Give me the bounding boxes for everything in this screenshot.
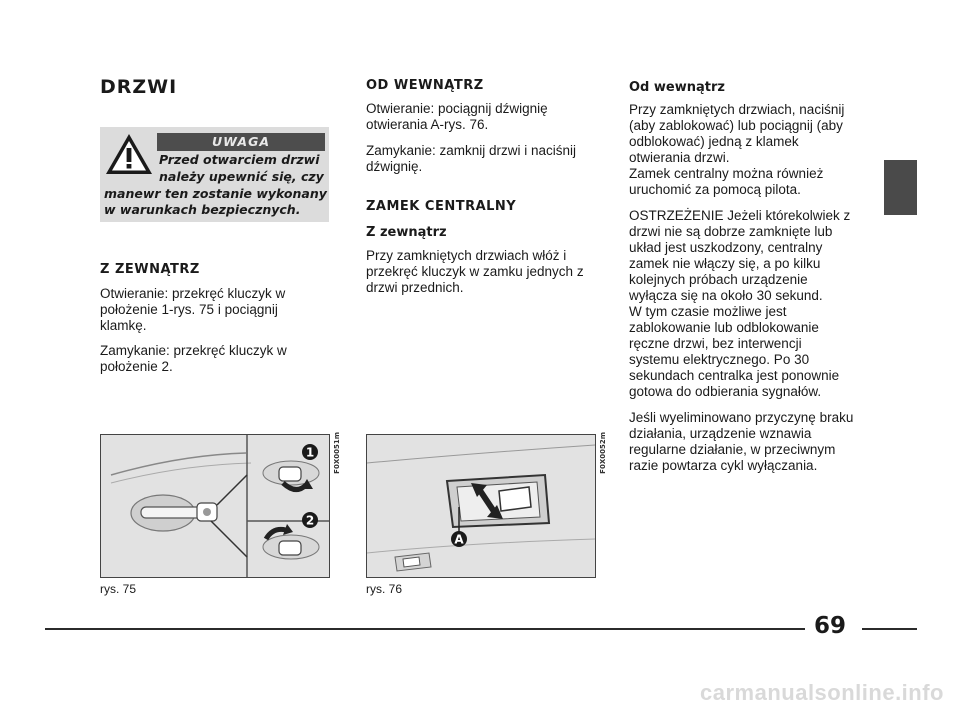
text-line: działania, urządzenie wznawia	[629, 426, 812, 441]
door-handle-illustration	[101, 435, 329, 577]
text-line: regularne działanie, w przeciwnym	[629, 442, 836, 457]
text-line: zablokowanie lub odblokowanie	[629, 320, 819, 335]
figure-76-door-lever-inside	[366, 434, 596, 578]
text-line: zamek nie włączy się, a po kilku	[629, 256, 821, 271]
figure-76-caption: rys. 76	[366, 582, 403, 596]
text-line: otwierania A-rys. 76.	[366, 117, 489, 132]
figure-75-code: F0X0051m	[333, 432, 341, 474]
subheading-inside: Od wewnątrz	[629, 80, 725, 95]
col3-paragraph-1	[629, 102, 879, 198]
text-line: OSTRZEŻENIE Jeżeli którekolwiek z	[629, 208, 851, 223]
footer-rule-right	[862, 628, 917, 630]
marker-1-label: 1	[305, 445, 315, 460]
text-line: Przy zamkniętych drzwiach, naciśnij	[629, 102, 845, 117]
col1-paragraph-1	[100, 286, 340, 334]
text-line: drzwi nie są dobrze zamknięte lub	[629, 224, 833, 239]
text-line: drzwi przednich.	[366, 280, 464, 295]
door-lever-illustration	[367, 435, 595, 577]
text-line: uruchomić za pomocą pilota.	[629, 182, 801, 197]
marker-2-label: 2	[305, 513, 315, 528]
text-line: położenie 2.	[100, 359, 173, 374]
text-line: (aby zablokować) lub pociągnij (aby	[629, 118, 843, 133]
text-line: Otwieranie: pociągnij dźwignię	[366, 101, 548, 116]
col3-paragraph-3	[629, 410, 879, 474]
text-line: Zamek centralny można również	[629, 166, 824, 181]
text-line: kolejnych próbach urządzenie	[629, 272, 808, 287]
warning-triangle-icon	[104, 132, 154, 176]
text-line: sekundach centralka jest ponownie	[629, 368, 840, 383]
page-number: 69	[814, 613, 847, 639]
page-title: DRZWI	[100, 76, 178, 98]
figure-75-door-handle-outside	[100, 434, 330, 578]
marker-a-label: A	[454, 532, 464, 547]
text-line: Zamykanie: przekręć kluczyk w	[100, 343, 287, 358]
col2-paragraph-3	[366, 248, 616, 296]
watermark-text: carmanualsonline.info	[700, 680, 944, 705]
col2-paragraph-2	[366, 143, 616, 175]
text-line: Zamykanie: zamknij drzwi i naciśnij	[366, 143, 577, 158]
col3-paragraph-2	[629, 208, 879, 400]
text-line: wyłącza się na około 30 sekund.	[629, 288, 823, 303]
section-heading-inside: OD WEWNĄTRZ	[366, 78, 484, 93]
text-line: Przy zamkniętych drzwiach włóż i	[366, 248, 567, 263]
warning-line-3: manewr ten zostanie wykonany	[104, 186, 327, 201]
text-line: gotowa do odbierania sygnałów.	[629, 384, 822, 399]
text-line: razie powtarza cykl wyłączania.	[629, 458, 818, 473]
text-line: Jeśli wyeliminowano przyczynę braku	[629, 410, 854, 425]
text-line: układ jest uszkodzony, centralny	[629, 240, 823, 255]
figure-76-code: F0X0052m	[599, 432, 607, 474]
col1-paragraph-2	[100, 343, 340, 375]
text-line: dźwignię.	[366, 159, 423, 174]
text-line: odblokować) jedną z klamek	[629, 134, 799, 149]
footer-rule-left	[45, 628, 805, 630]
section-heading-outside: Z ZEWNĄTRZ	[100, 262, 200, 277]
warning-line-1: Przed otwarciem drzwi	[159, 152, 320, 167]
warning-line-4: w warunkach bezpiecznych.	[104, 202, 301, 217]
text-line: przekręć kluczyk w zamku jednych z	[366, 264, 584, 279]
chapter-side-tab	[884, 160, 917, 215]
text-line: klamkę.	[100, 318, 147, 333]
text-line: otwierania drzwi.	[629, 150, 730, 165]
text-line: W tym czasie możliwe jest	[629, 304, 787, 319]
subheading-outside: Z zewnątrz	[366, 225, 447, 240]
section-heading-central-lock: ZAMEK CENTRALNY	[366, 199, 517, 214]
col2-paragraph-1	[366, 101, 616, 133]
figure-75-caption: rys. 75	[100, 582, 137, 596]
text-line: położenie 1-rys. 75 i pociągnij	[100, 302, 278, 317]
warning-line-2: należy upewnić się, czy	[159, 169, 324, 184]
text-line: ręczne drzwi, bez interwencji	[629, 336, 802, 351]
text-line: Otwieranie: przekręć kluczyk w	[100, 286, 286, 301]
text-line: systemu elektrycznego. Po 30	[629, 352, 810, 367]
warning-label: UWAGA	[157, 133, 325, 151]
